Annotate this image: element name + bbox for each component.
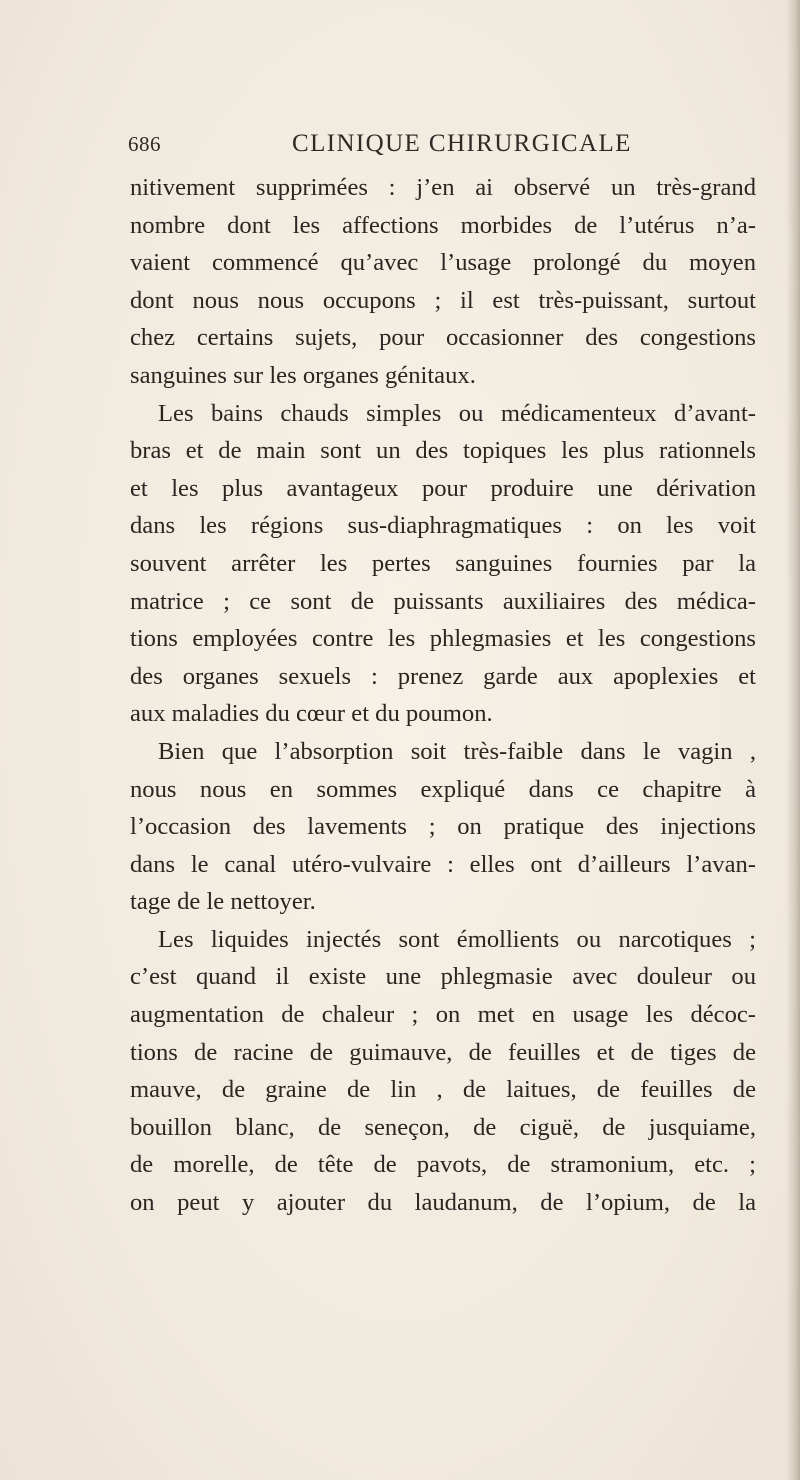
text-line: Les liquides injectés sont émollients ou narcotiques ; <box>158 925 756 953</box>
text-line: augmentation de chaleur ; on met en usage les décoc- <box>130 1001 756 1029</box>
text-line: dont nous nous occupons ; il est très-puissant, surtout <box>130 286 756 314</box>
text-line: et les plus avantageux pour produire une dérivation <box>130 474 756 502</box>
text-line: tions employées contre les phlegmasies et les congestions <box>130 625 756 653</box>
text-line: dans le canal utéro-vulvaire : elles ont d’ailleurs l’avan- <box>130 850 756 878</box>
page-edge-shadow <box>786 0 800 1480</box>
text-line: on peut y ajouter du laudanum, de l’opium, de la <box>130 1189 756 1217</box>
text-line: aux maladies du cœur et du poumon. <box>130 700 493 728</box>
page-number: 686 <box>128 132 161 156</box>
text-line: vaient commencé qu’avec l’usage prolongé du moyen <box>130 249 756 277</box>
text-line: l’occasion des lavements ; on pratique des injections <box>130 813 756 841</box>
text-line: Les bains chauds simples ou médicamenteux d’avant- <box>158 399 756 427</box>
page-header <box>128 132 728 162</box>
text-line: bouillon blanc, de seneçon, de ciguë, de jusquiame, <box>130 1113 756 1141</box>
text-line: nitivement supprimées : j’en ai observé un très-grand <box>130 174 756 201</box>
text-line: c’est quand il existe une phlegmasie avec douleur ou <box>130 963 756 991</box>
running-title: CLINIQUE CHIRURGICALE <box>292 130 632 157</box>
text-line: des organes sexuels : prenez garde aux apoplexies et <box>130 662 756 690</box>
text-line: Bien que l’absorption soit très-faible dans le vagin , <box>158 737 756 765</box>
text-line: nous nous en sommes expliqué dans ce chapitre à <box>130 775 756 803</box>
text-line: souvent arrêter les pertes sanguines fournies par la <box>130 549 756 577</box>
body-text <box>130 169 756 1222</box>
text-line: tions de racine de guimauve, de feuilles et de tiges de <box>130 1038 756 1066</box>
text-line: nombre dont les affections morbides de l’utérus n’a- <box>130 211 756 239</box>
text-line: dans les régions sus-diaphragmatiques : on les voit <box>130 512 756 540</box>
text-line: tage de le nettoyer. <box>130 888 316 916</box>
text-line: mauve, de graine de lin , de laitues, de feuilles de <box>130 1076 756 1104</box>
text-line: matrice ; ce sont de puissants auxiliaires des médica- <box>130 587 756 615</box>
text-line: de morelle, de tête de pavots, de stramonium, etc. ; <box>130 1151 756 1179</box>
text-line: bras et de main sont un des topiques les plus rationnels <box>130 437 756 465</box>
text-line: chez certains sujets, pour occasionner des congestions <box>130 324 756 352</box>
text-line: sanguines sur les organes génitaux. <box>130 361 476 389</box>
